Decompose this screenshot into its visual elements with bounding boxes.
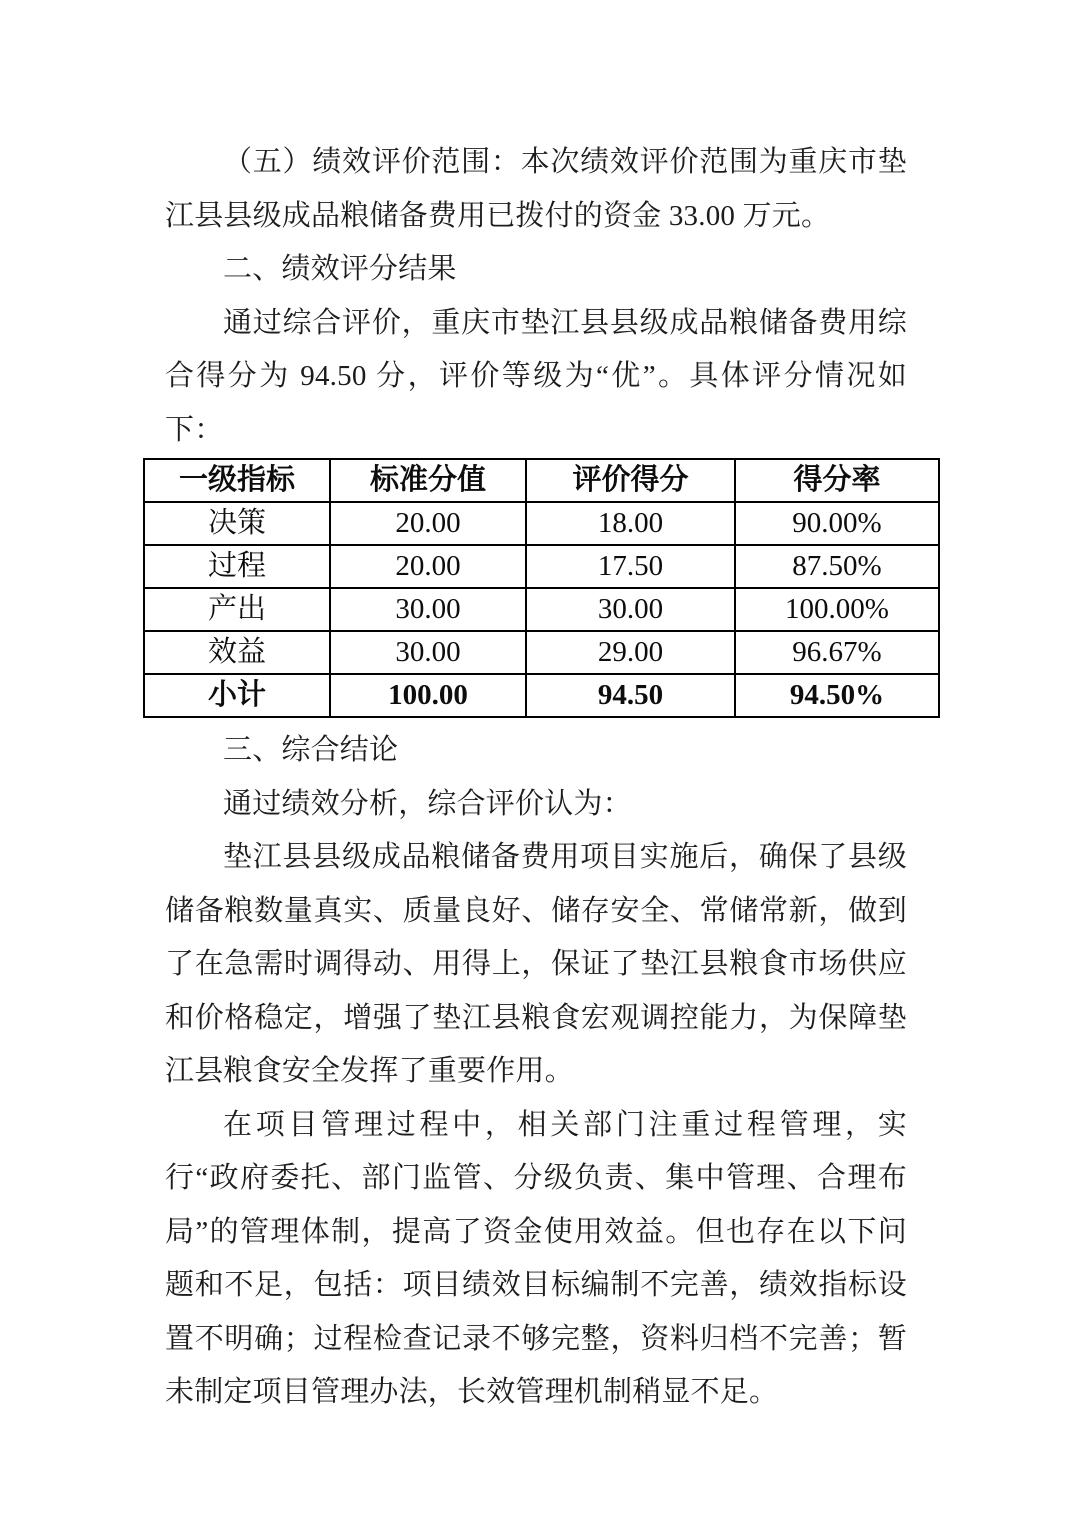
- cell-standard-score: 20.00: [330, 545, 526, 588]
- cell-indicator: 过程: [144, 545, 330, 588]
- table-header-indicator: 一级指标: [144, 459, 330, 502]
- cell-score-rate: 96.67%: [735, 631, 939, 674]
- table-header-row: [144, 459, 939, 502]
- section-heading-score-results: 二、绩效评分结果: [223, 253, 457, 285]
- table-header-score-rate: 得分率: [735, 459, 939, 502]
- table-header-evaluated-score: 评价得分: [526, 459, 735, 502]
- table-row-process: [144, 545, 939, 588]
- cell-score-rate: 87.50%: [735, 545, 939, 588]
- cell-total-evaluated-score: 94.50: [526, 674, 735, 717]
- paragraph-conclusion-issues: 在项目管理过程中，相关部门注重过程管理，实行“政府委托、部门监管、分级负责、集中管理、合理布局”的管理体制，提高了资金使用效益。但也存在以下问题和不足，包括：项目绩效目标编制不完善，绩效指标设置不明确；过程检查记录不够完整，资料归档不完善；暂未制定项目管理办法，长效管理机制稍显不足。: [165, 1108, 907, 1408]
- table-row-benefit: [144, 631, 939, 674]
- cell-indicator: 决策: [144, 502, 330, 545]
- cell-standard-score: 20.00: [330, 502, 526, 545]
- paragraph-evaluation-scope: （五）绩效评价范围：本次绩效评价范围为重庆市垫江县县级成品粮储备费用已拨付的资金 33.00 万元。: [165, 146, 907, 232]
- cell-evaluated-score: 17.50: [526, 545, 735, 588]
- paragraph-conclusion-intro: 通过绩效分析，综合评价认为：: [223, 787, 632, 820]
- cell-evaluated-score: 29.00: [526, 631, 735, 674]
- table-row-decision: [144, 502, 939, 545]
- table-row-output: [144, 588, 939, 631]
- cell-standard-score: 30.00: [330, 588, 526, 631]
- paragraph-overall-score: 通过综合评价，重庆市垫江县县级成品粮储备费用综合得分为 94.50 分，评价等级为“优”。具体评分情况如下：: [165, 306, 907, 446]
- table-total-row: [144, 674, 939, 717]
- cell-total-standard-score: 100.00: [330, 674, 526, 717]
- document-content: [165, 136, 907, 1420]
- score-table: [143, 458, 940, 718]
- cell-total-label: 小计: [144, 674, 330, 717]
- paragraph-conclusion-achievements: 垫江县县级成品粮储备费用项目实施后，确保了县级储备粮数量真实、质量良好、储存安全、常储常新，做到了在急需时调得动、用得上，保证了垫江县粮食市场供应和价格稳定，增强了垫江县粮食宏观调控能力，为保障垫江县粮食安全发挥了重要作用。: [165, 841, 907, 1087]
- cell-total-score-rate: 94.50%: [735, 674, 939, 717]
- cell-score-rate: 90.00%: [735, 502, 939, 545]
- cell-evaluated-score: 30.00: [526, 588, 735, 631]
- table-header-standard-score: 标准分值: [330, 459, 526, 502]
- cell-indicator: 效益: [144, 631, 330, 674]
- cell-evaluated-score: 18.00: [526, 502, 735, 545]
- cell-indicator: 产出: [144, 588, 330, 631]
- section-heading-conclusion: 三、综合结论: [223, 734, 399, 766]
- cell-score-rate: 100.00%: [735, 588, 939, 631]
- cell-standard-score: 30.00: [330, 631, 526, 674]
